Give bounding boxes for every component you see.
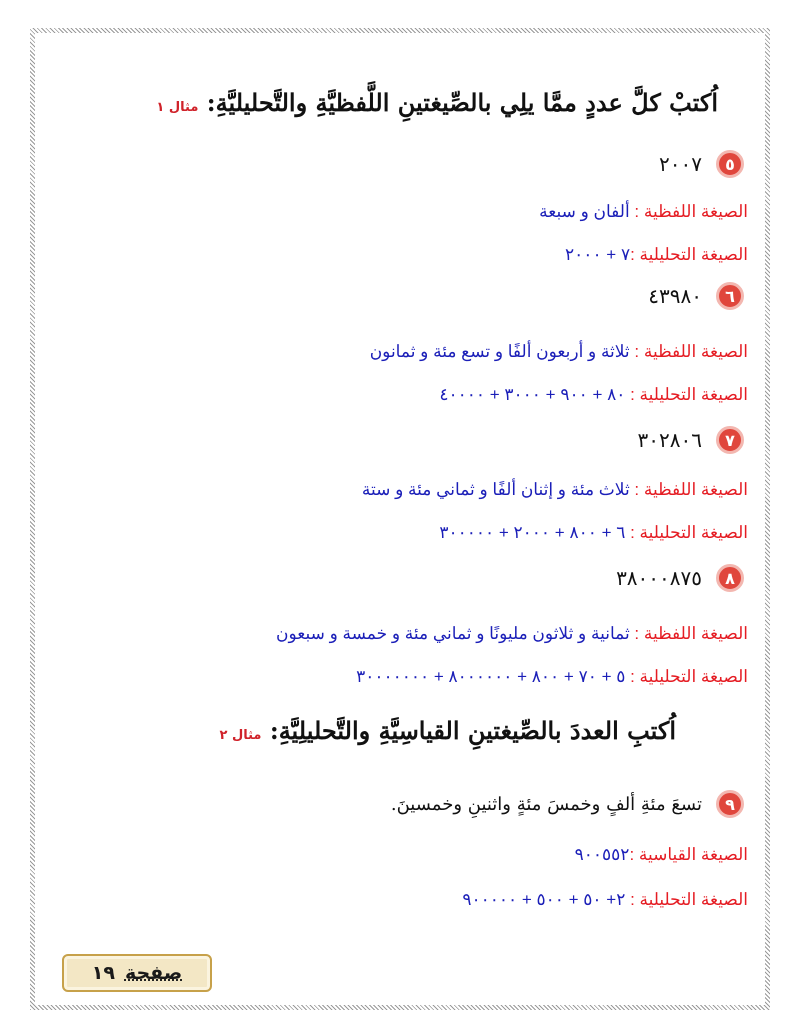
analytic-answer-8: [40, 667, 748, 687]
analytic-label: الصيغة التحليلية :: [630, 385, 748, 404]
page-number: ١٩: [91, 962, 115, 984]
verbal-label: الصيغة اللفظية :: [634, 202, 748, 221]
verbal-answer-6: [40, 342, 748, 362]
analytic-answer-5: [40, 245, 748, 265]
question-number-badge: ٨: [716, 564, 744, 592]
example-ref-1: مثال ١: [156, 100, 199, 115]
verbal-value: ثمانية و ثلاثون مليونًا و ثماني مئة و خمسة و سبعون: [276, 624, 635, 643]
analytic-answer-7: [40, 523, 748, 543]
question-7: [40, 426, 744, 454]
example-ref-2: مثال ٢: [219, 728, 262, 743]
question-5: [40, 150, 744, 178]
section1-heading: [40, 88, 718, 117]
question-8: [40, 564, 744, 592]
verbal-value: ثلاث مئة و إثنان ألفًا و ثماني مئة و ستة: [361, 480, 635, 499]
question-6: [40, 282, 744, 310]
section2-heading-text: اُكتبِ العددَ بالصِّيغتينِ القياسِيَّةِ والتَّحليلِيَّةِ:: [269, 716, 676, 745]
page-number-box: [62, 954, 212, 992]
question-text: تسعَ مئةِ ألفٍ وخمسَ مئةٍ واثنينِ وخمسينَ.: [390, 793, 702, 815]
question-9: [40, 790, 744, 818]
analytic-answer-6: [40, 385, 748, 405]
standard-value: ٩٠٠٥٥٢: [574, 845, 630, 864]
verbal-answer-7: [40, 480, 748, 500]
verbal-label: الصيغة اللفظية :: [634, 624, 748, 643]
analytic-value: ٢+ ٥٠ + ٥٠٠ + ٩٠٠٠٠٠: [462, 890, 631, 909]
question-number-badge: ٧: [716, 426, 744, 454]
verbal-label: الصيغة اللفظية :: [634, 342, 748, 361]
analytic-value: ٥ + ٧٠ + ٨٠٠ + ٨٠٠٠٠٠٠ + ٣٠٠٠٠٠٠٠: [356, 667, 631, 686]
analytic-value: ٧ + ٢٠٠٠: [565, 245, 631, 264]
verbal-answer-5: [40, 202, 748, 222]
question-number-badge: ٥: [716, 150, 744, 178]
analytic-value: ٦ + ٨٠٠ + ٢٠٠٠ + ٣٠٠٠٠٠: [439, 523, 631, 542]
question-value: ٢٠٠٧: [659, 152, 702, 176]
analytic-label: الصيغة التحليلية :: [630, 523, 748, 542]
question-value: ٤٣٩٨٠: [648, 284, 702, 308]
question-number-badge: ٦: [716, 282, 744, 310]
verbal-answer-8: [40, 624, 748, 644]
question-number-badge: ٩: [716, 790, 744, 818]
analytic-value: ٨٠ + ٩٠٠ + ٣٠٠٠ + ٤٠٠٠٠: [439, 385, 631, 404]
standard-label: الصيغة القياسية :: [629, 845, 748, 864]
analytic-label: الصيغة التحليلية :: [630, 667, 748, 686]
page-word: صفحة: [124, 962, 183, 984]
worksheet-page: [40, 40, 760, 1000]
verbal-value: ألفان و سبعة: [539, 202, 635, 221]
question-value: ٣٠٢٨٠٦: [637, 428, 702, 452]
verbal-label: الصيغة اللفظية :: [634, 480, 748, 499]
section2-heading: [40, 716, 676, 745]
section1-heading-text: اُكتبْ كلَّ عددٍ ممَّا يلِي بالصِّيغتينِ اللَّفظيَّةِ والتَّحليليَّةِ:: [206, 88, 718, 117]
analytic-label: الصيغة التحليلية :: [630, 890, 748, 909]
analytic-answer-9: [40, 890, 748, 910]
standard-answer-9: [40, 845, 748, 865]
verbal-value: ثلاثة و أربعون ألفًا و تسع مئة و ثمانون: [369, 342, 635, 361]
question-value: ٣٨٠٠٠٨٧٥: [616, 566, 702, 590]
analytic-label: الصيغة التحليلية :: [630, 245, 748, 264]
